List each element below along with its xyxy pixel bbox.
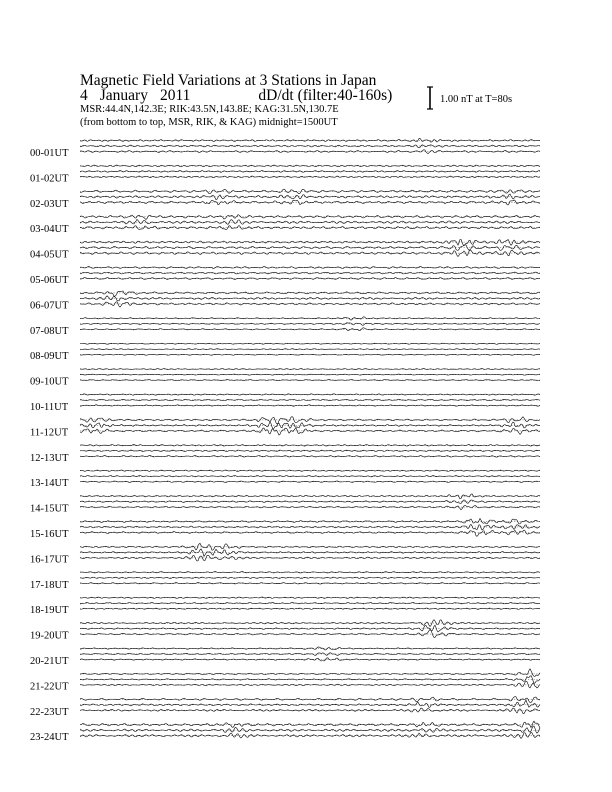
trace-RIK (80, 676, 540, 684)
hour-label: 15-16UT (30, 529, 69, 540)
date-year: 2011 (159, 87, 191, 104)
trace-MSR (80, 555, 540, 561)
trace-MSR (80, 278, 540, 280)
hour-label: 05-06UT (30, 275, 69, 286)
trace-KAG (80, 697, 540, 703)
trace-RIK (80, 549, 540, 556)
hour-label: 08-09UT (30, 351, 69, 363)
trace-KAG (80, 369, 540, 370)
trace-KAG (80, 597, 540, 598)
trace-RIK (80, 577, 540, 578)
trace-MSR (80, 681, 540, 688)
hour-row-08-09UT (30, 343, 540, 362)
trace-MSR (80, 630, 540, 638)
hour-row-17-18UT (30, 572, 540, 591)
hour-label: 09-10UT (30, 376, 69, 388)
hour-label: 04-05UT (30, 249, 69, 261)
hour-label: 07-08UT (30, 325, 69, 337)
hour-label: 11-12UT (30, 427, 69, 439)
hour-row-04-05UT (30, 239, 540, 260)
hour-row-07-08UT (30, 317, 540, 337)
trace-RIK (80, 170, 540, 172)
hour-label: 00-01UT (30, 148, 69, 159)
hour-label: 21-22UT (30, 681, 69, 693)
hour-row-00-01UT (30, 138, 540, 159)
hour-row-06-07UT (30, 291, 540, 311)
hour-row-15-16UT (30, 519, 540, 540)
station-order-note: (from bottom to top, MSR, RIK, & KAG) midnight=1500UT (80, 117, 338, 128)
hour-label: 16-17UT (30, 554, 69, 566)
hour-label: 14-15UT (30, 503, 69, 515)
trace-KAG (80, 239, 540, 245)
trace-MSR (80, 456, 540, 458)
hour-label: 06-07UT (30, 300, 69, 312)
trace-RIK (80, 726, 540, 733)
trace-KAG (80, 572, 540, 573)
trace-MSR (80, 380, 540, 381)
trace-KAG (80, 215, 540, 220)
trace-KAG (80, 291, 540, 296)
trace-KAG (80, 470, 540, 471)
trace-RIK (80, 653, 540, 656)
trace-KAG (80, 445, 540, 447)
trace-MSR (80, 608, 540, 609)
hour-label: 23-24UT (30, 732, 69, 744)
hour-row-13-14UT (30, 470, 540, 489)
hour-label: 19-20UT (30, 630, 69, 642)
trace-RIK (80, 700, 540, 707)
hour-label: 20-21UT (30, 656, 69, 667)
trace-RIK (80, 220, 540, 225)
hour-row-11-12UT (30, 417, 540, 439)
hour-row-03-04UT (30, 215, 540, 236)
trace-MSR (80, 354, 540, 355)
trace-KAG (80, 494, 540, 499)
hour-label: 18-19UT (30, 605, 69, 617)
trace-MSR (80, 428, 540, 435)
component-label: dD/dt (filter:40-160s) (258, 87, 393, 104)
trace-KAG (80, 647, 540, 650)
hour-row-12-13UT (30, 445, 540, 464)
trace-MSR (80, 302, 540, 307)
hour-row-09-10UT (30, 369, 540, 388)
trace-KAG (80, 417, 540, 424)
hour-row-14-15UT (30, 494, 540, 515)
hour-row-18-19UT (30, 597, 540, 616)
trace-RIK (80, 524, 540, 530)
hour-row-20-21UT (30, 647, 540, 667)
trace-RIK (80, 625, 540, 632)
trace-KAG (80, 138, 540, 142)
trace-RIK (80, 500, 540, 504)
hour-row-22-23UT (30, 697, 540, 718)
hour-row-05-06UT (30, 266, 540, 286)
hour-label: 22-23UT (30, 706, 69, 718)
trace-KAG (80, 317, 540, 320)
trace-RIK (80, 349, 540, 350)
trace-MSR (80, 505, 540, 509)
scale-label: 1.00 nT at T=80s (440, 94, 513, 105)
trace-MSR (80, 583, 540, 584)
trace-RIK (80, 602, 540, 603)
hour-row-16-17UT (30, 543, 540, 565)
trace-MSR (80, 200, 540, 205)
trace-MSR (80, 658, 540, 661)
trace-KAG (80, 519, 540, 524)
hour-row-01-02UT (30, 165, 540, 184)
trace-RIK (80, 145, 540, 148)
date-month: January (99, 87, 148, 104)
trace-MSR (80, 328, 540, 331)
hour-label: 17-18UT (30, 579, 69, 591)
date-day: 4 (80, 87, 88, 104)
hour-label: 03-04UT (30, 224, 69, 236)
hour-label: 12-13UT (30, 452, 69, 464)
hour-label: 10-11UT (30, 402, 69, 413)
hour-row-02-03UT (30, 189, 540, 210)
trace-MSR (80, 530, 540, 536)
trace-KAG (80, 343, 540, 344)
hour-label: 02-03UT (30, 198, 69, 210)
station-coordinates: MSR:44.4N,142.3E; RIK:43.5N,143.8E; KAG:31.5N,130.7E (80, 104, 339, 115)
hour-row-19-20UT (30, 620, 540, 642)
trace-RIK (80, 399, 540, 400)
trace-MSR (80, 250, 540, 257)
hour-row-21-22UT (30, 669, 540, 693)
trace-KAG (80, 669, 540, 677)
chart-title: Magnetic Field Variations at 3 Stations in Japan (80, 72, 377, 89)
hour-label: 13-14UT (30, 478, 69, 490)
trace-MSR (80, 708, 540, 714)
trace-MSR (80, 732, 540, 738)
hour-label: 01-02UT (30, 173, 69, 185)
hour-row-23-24UT (30, 721, 540, 743)
trace-RIK (80, 323, 540, 326)
hour-row-10-11UT (30, 394, 540, 413)
